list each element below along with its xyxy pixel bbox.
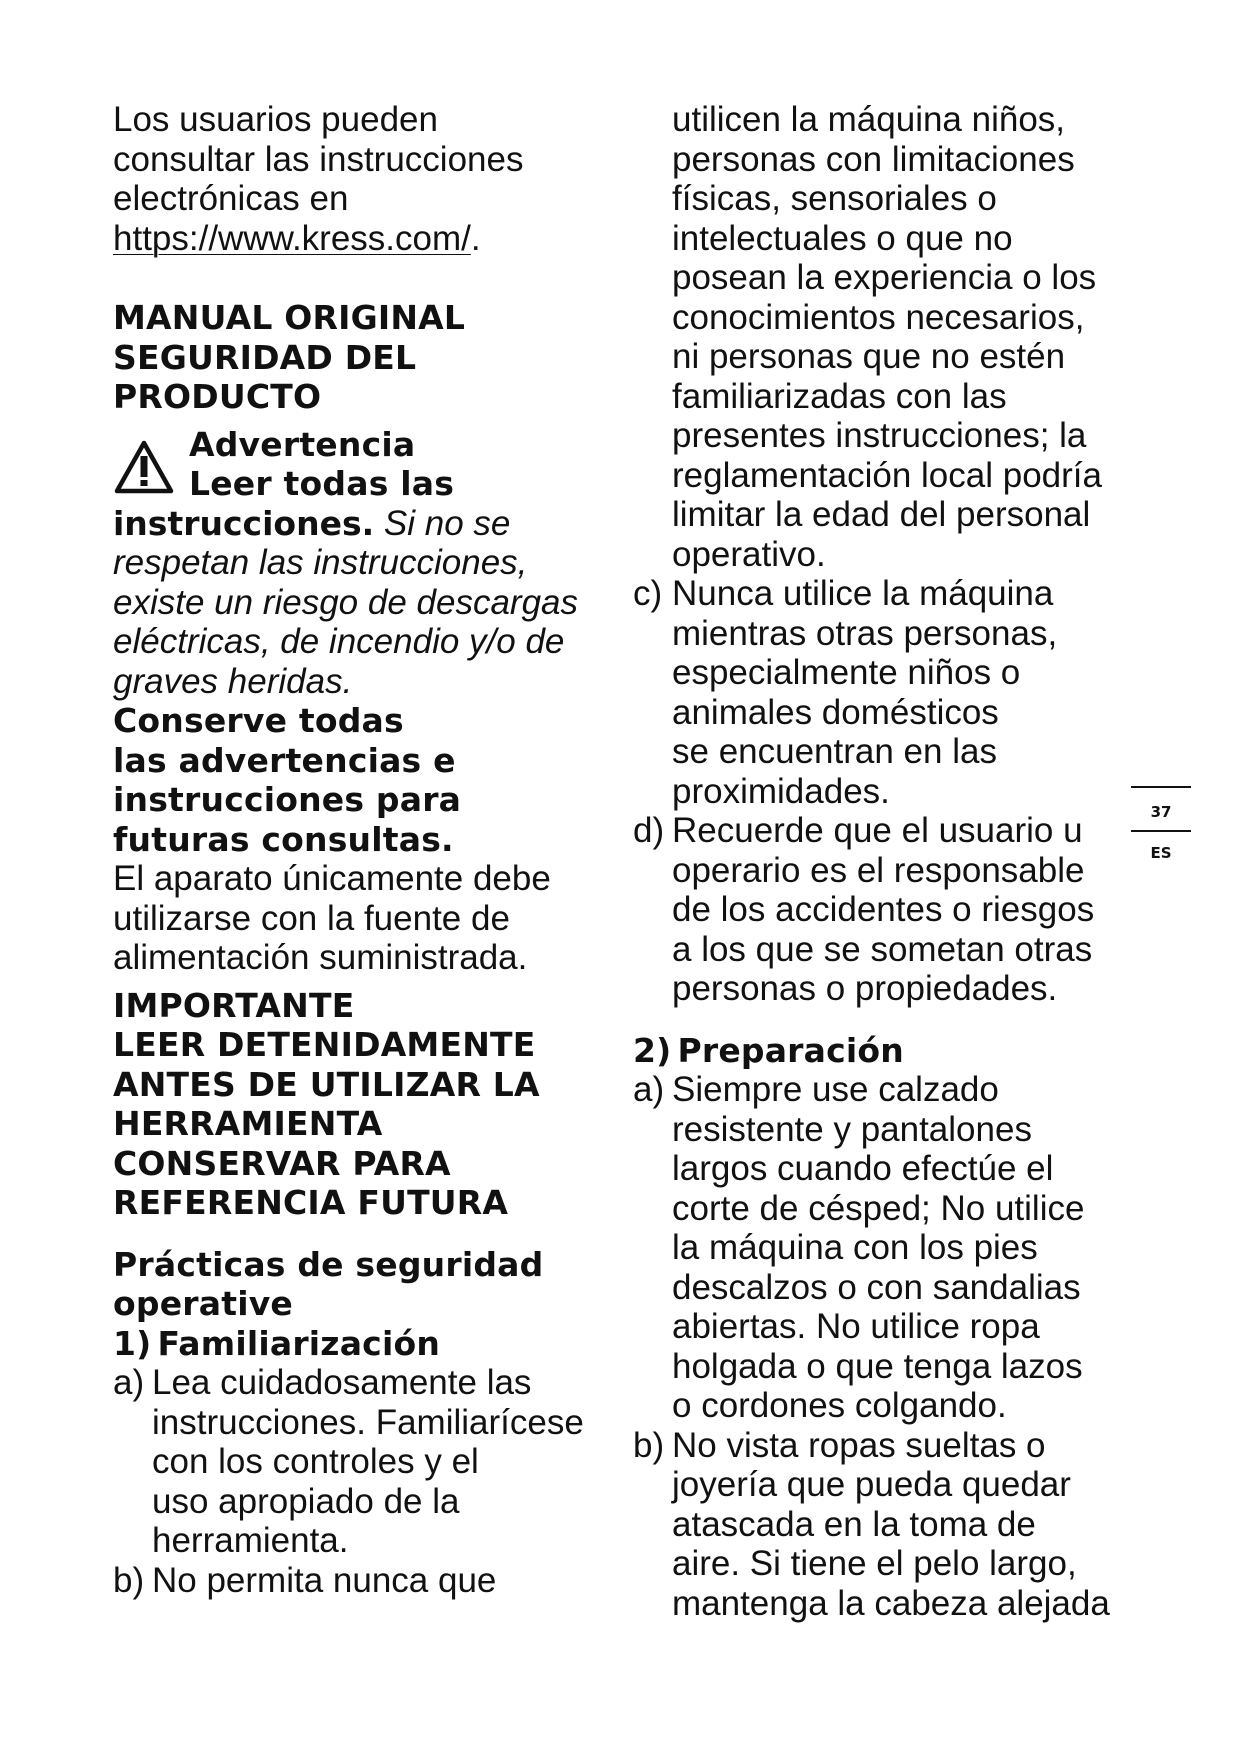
- important-heading: IMPORTANTE LEER DETENIDAMENTE ANTES DE UTILIZAR LA HERRAMIENTA CONSERVAR PARA REFERENCIA FUTURA: [113, 985, 540, 1222]
- section1-heading: 1) Familiarización: [113, 1323, 441, 1363]
- warning-text: instrucciones. Si no se respetan las instrucciones, existe un riesgo de descargas eléctricas, de incendio y/o de graves heridas.: [113, 503, 578, 701]
- manual-heading: MANUAL ORIGINAL SEGURIDAD DEL PRODUCTO: [113, 298, 466, 416]
- practices-heading: Prácticas de seguridad operative: [113, 1244, 544, 1323]
- supply-paragraph: El aparato únicamente debe utilizarse con la fuente de alimentación suministrada.: [113, 859, 551, 977]
- list-item-a: a) Lea cuidadosamente las instrucciones. Familiarícese con los controles y el uso apropiado de la herramienta.: [113, 1363, 584, 1560]
- list-item-2b: b) No vista ropas sueltas o joyería que pueda quedar atascada en la toma de aire. Si tiene el pelo largo, mantenga la cabeza alejada: [633, 1425, 1110, 1623]
- warning-title: Advertencia Leer todas las: [189, 424, 455, 503]
- list-item-d: d) Recuerde que el usuario u operario es el responsable de los accidentes o riesgos a los que se sometan otras personas o propiedades.: [633, 811, 1095, 1008]
- conserve-heading: Conserve todas las advertencias e instrucciones para futuras consultas.: [113, 701, 462, 859]
- warning-block: [113, 425, 613, 504]
- left-column: [113, 100, 613, 1600]
- list-item-c: c) Nunca utilice la máquina mientras otras personas, especialmente niños o animales domésticos se encuentran en las proximidades.: [633, 574, 1058, 811]
- page-tab: [1131, 786, 1191, 862]
- language-code: ES: [1150, 844, 1172, 862]
- right-column: [633, 100, 1148, 1623]
- continued-paragraph: utilicen la máquina niños, personas con limitaciones físicas, sensoriales o intelectuales o que no posean la experiencia o los conocimientos necesarios, ni personas que no estén familiarizadas con las presentes instrucciones; la reglamentación local podría limitar la edad del personal operativo.: [672, 100, 1102, 574]
- kress-url-link[interactable]: https://www.kress.com/: [113, 218, 471, 258]
- section2-heading: 2) Preparación: [633, 1030, 904, 1070]
- list-item-2a: a) Siempre use calzado resistente y pantalones largos cuando efectúe el corte de césped; No utilice la máquina con los pies descalzos o con sandalias abiertas. No utilice ropa holgada o que tenga lazos o cordones colgando.: [633, 1070, 1085, 1425]
- intro-paragraph: Los usuarios pueden consultar las instrucciones electrónicas en https://www.kress.com/.: [113, 100, 524, 258]
- list-item-b: b) No permita nunca que: [113, 1560, 497, 1600]
- page-number: 37: [1131, 788, 1191, 832]
- warning-triangle-icon: [113, 439, 175, 495]
